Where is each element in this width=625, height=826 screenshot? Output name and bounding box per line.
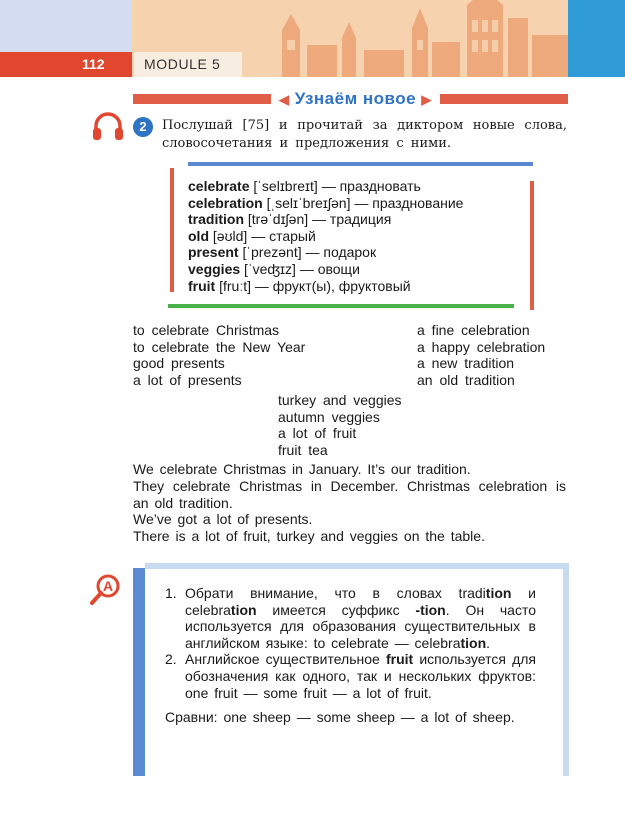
note-number: 1. — [165, 585, 177, 601]
phrase: a fine celebration — [417, 322, 530, 338]
module-label: MODULE 5 — [134, 52, 242, 77]
vocab-entry — [188, 244, 463, 261]
phrase: turkey and veggies — [278, 392, 402, 408]
phrase: a happy celebration — [417, 338, 546, 355]
vocab-frame-left — [170, 168, 174, 292]
note-text: Английское существительное — [185, 651, 386, 668]
note-text: используется для обозначения как одного, так и нескольких фруктов: one fruit — some fruit — a lot of fruit. — [185, 651, 536, 701]
note-number: 2. — [165, 651, 177, 668]
right-arrow-icon: ▶ — [421, 92, 432, 107]
attention-note — [165, 585, 536, 726]
vocab-frame-right — [530, 181, 534, 310]
note-bold: fruit — [385, 651, 414, 668]
exercise-instruction: Послушай [75] и прочитай за диктором новые слова, словосочетания и предложения с ними. — [162, 118, 567, 151]
attention-frame-right — [563, 563, 569, 776]
phrase: autumn veggies — [278, 408, 380, 425]
phrase: a lot of fruit — [278, 425, 357, 442]
vocab-entry — [188, 228, 463, 245]
note-text: Обрати внимание, что в словах tradi — [185, 585, 486, 601]
phrase: a lot of presents — [133, 371, 242, 388]
vocab-entry — [188, 195, 463, 212]
note-text: . Он часто используется для образования существительных в английском языке: to celebrate — celebra — [185, 601, 536, 651]
phrase: to celebrate the New Year — [133, 338, 306, 355]
headphones-icon — [91, 111, 125, 141]
vocab-frame-bottom — [168, 304, 514, 308]
note-text: и celebra — [185, 585, 536, 618]
phrase: fruit tea — [278, 441, 328, 458]
vocab-entry — [188, 278, 463, 295]
header-right-block — [568, 0, 625, 77]
vocab-word: celebration — [188, 194, 263, 211]
vocab-word: present — [188, 244, 239, 261]
note-bold: tion — [230, 601, 257, 618]
attention-icon-letter: A — [102, 578, 114, 594]
sentence: We celebrate Christmas in January. It’s our tradition. — [133, 461, 471, 477]
example-sentences — [133, 461, 566, 545]
vocab-frame-top — [188, 162, 533, 166]
phrase: a new tradition — [417, 355, 515, 372]
phrase: good presents — [133, 355, 225, 372]
phrases-right-column — [417, 322, 545, 388]
sentence: There is a lot of fruit, turkey and veggies on the table. — [133, 528, 485, 545]
vocab-translation: [ˌselɪˈbreɪʃən] — празднование — [262, 194, 464, 211]
magnifier-attention-icon — [89, 573, 123, 607]
vocab-translation: [ˈprezənt] — подарок — [238, 244, 377, 261]
note-text: имеется суффикс — [256, 601, 416, 618]
note-bold: tion — [460, 634, 487, 651]
phrases-center-column — [278, 392, 402, 458]
attention-frame-top — [145, 563, 568, 569]
vocab-translation: [fruːt] — фрукт(ы), фруктовый — [215, 277, 411, 294]
phrases-left-column — [133, 322, 305, 388]
vocab-word: veggies — [188, 260, 241, 277]
section-title — [271, 88, 440, 110]
vocabulary-list — [188, 178, 463, 294]
attention-frame-left — [133, 568, 145, 776]
phrase: to celebrate Christmas — [133, 322, 280, 338]
sentence: They celebrate Christmas in December. Christmas celebration is an old tradition. — [133, 477, 566, 511]
exercise-number: 2 — [133, 117, 153, 137]
vocab-entry — [188, 178, 463, 195]
vocab-translation: [əʊld] — старый — [209, 227, 316, 244]
vocab-translation: [ˈselɪbreɪt] — праздновать — [249, 178, 421, 194]
vocab-word: old — [188, 227, 209, 244]
vocab-entry — [188, 211, 463, 228]
left-arrow-icon: ◀ — [279, 92, 290, 107]
vocab-translation: [trəˈdɪʃən] — традиция — [244, 211, 392, 228]
vocab-word: tradition — [188, 211, 244, 228]
vocab-entry — [188, 261, 463, 278]
vocab-word: fruit — [188, 277, 216, 294]
sentence: We’ve got a lot of presents. — [133, 511, 313, 528]
note-item — [165, 585, 536, 651]
note-text: . — [486, 634, 491, 651]
note-bold: tion — [485, 585, 512, 601]
section-title-text: Узнаём новое — [294, 89, 417, 108]
note-item — [165, 651, 536, 701]
compare-note: Сравни: one sheep — some sheep — a lot of sheep. — [165, 709, 515, 726]
vocab-translation: [ˈveʤɪz] — овощи — [240, 260, 360, 277]
phrase: an old tradition — [417, 371, 515, 388]
vocab-word: celebrate — [188, 178, 250, 194]
page-number: 112 — [0, 52, 132, 77]
note-bold: -tion — [415, 601, 446, 618]
header-corner-block — [0, 0, 132, 52]
